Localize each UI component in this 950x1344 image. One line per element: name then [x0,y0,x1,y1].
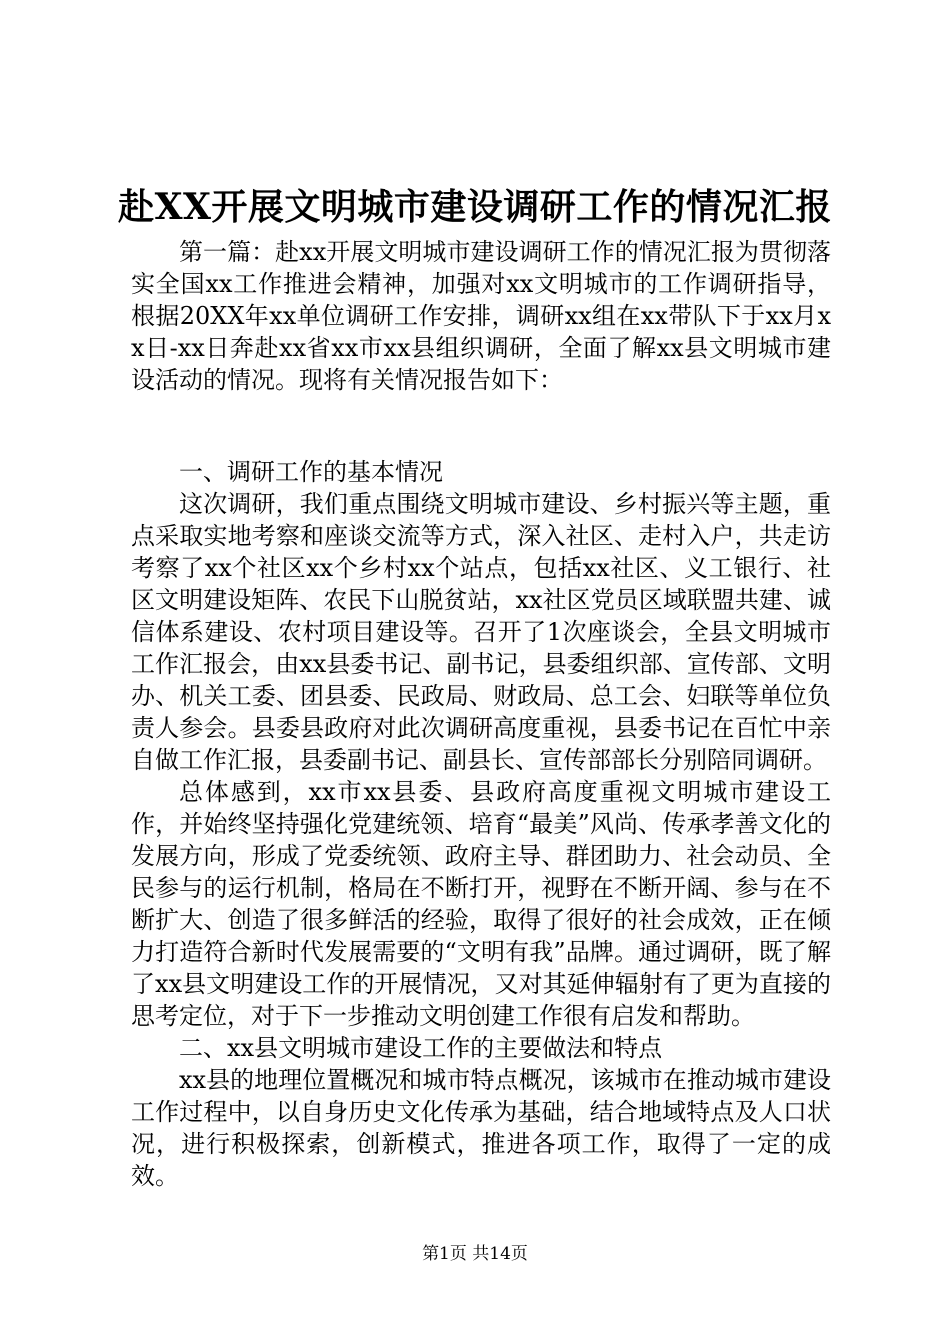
paragraph-spacer [131,396,831,456]
section-1-paragraph-1: 这次调研，我们重点围绕文明城市建设、乡村振兴等主题，重点采取实地考察和座谈交流等方式，深入社区、走村入户，共走访考察了xx个社区xx个乡村xx个站点，包括xx社区、义工银行、社区文明建设矩阵、农民下山脱贫站，xx社区党员区域联盟共建、诚信体系建设、农村项目建设等。召开了1次座谈会，全县文明城市工作汇报会，由xx县委书记、副书记，县委组织部、宣传部、文明办、机关工委、团县委、民政局、财政局、总工会、妇联等单位负责人参会。县委县政府对此次调研高度重视，县委书记在百忙中亲自做工作汇报，县委副书记、副县长、宣传部部长分别陪同调研。 [131,490,831,774]
document-title: 赴XX开展文明城市建设调研工作的情况汇报 [118,186,832,228]
section-2-heading: 二、xx县文明城市建设工作的主要做法和特点 [179,1034,663,1062]
section-2-paragraph-1: xx县的地理位置概况和城市特点概况，该城市在推动城市建设工作过程中，以自身历史文化传承为基础，结合地域特点及人口状况，进行积极探索，创新模式，推进各项工作，取得了一定的成效。 [131,1066,831,1190]
page-footer: 第1页 共14页 [422,1244,528,1264]
document-body [131,236,831,1192]
section-1-heading: 一、调研工作的基本情况 [179,458,443,486]
section-1-paragraph-2: 总体感到，xx市xx县委、县政府高度重视文明城市建设工作，并始终坚持强化党建统领、培育“最美”风尚、传承孝善文化的发展方向，形成了党委统领、政府主导、群团助力、社会动员、全民参与的运行机制，格局在不断打开，视野在不断开阔、参与在不断扩大、创造了很多鲜活的经验，取得了很好的社会成效，正在倾力打造符合新时代发展需要的“文明有我”品牌。通过调研，既了解了xx县文明建设工作的开展情况，又对其延伸辐射有了更为直接的思考定位，对于下一步推动文明创建工作很有启发和帮助。 [131,778,831,1030]
intro-paragraph: 第一篇：赴xx开展文明城市建设调研工作的情况汇报为贯彻落实全国xx工作推进会精神，加强对xx文明城市的工作调研指导，根据20XX年xx单位调研工作安排，调研xx组在xx带队下于xx月xx日-xx日奔赴xx省xx市xx县组织调研，全面了解xx县文明城市建设活动的情况。现将有关情况报告如下： [131,238,831,394]
